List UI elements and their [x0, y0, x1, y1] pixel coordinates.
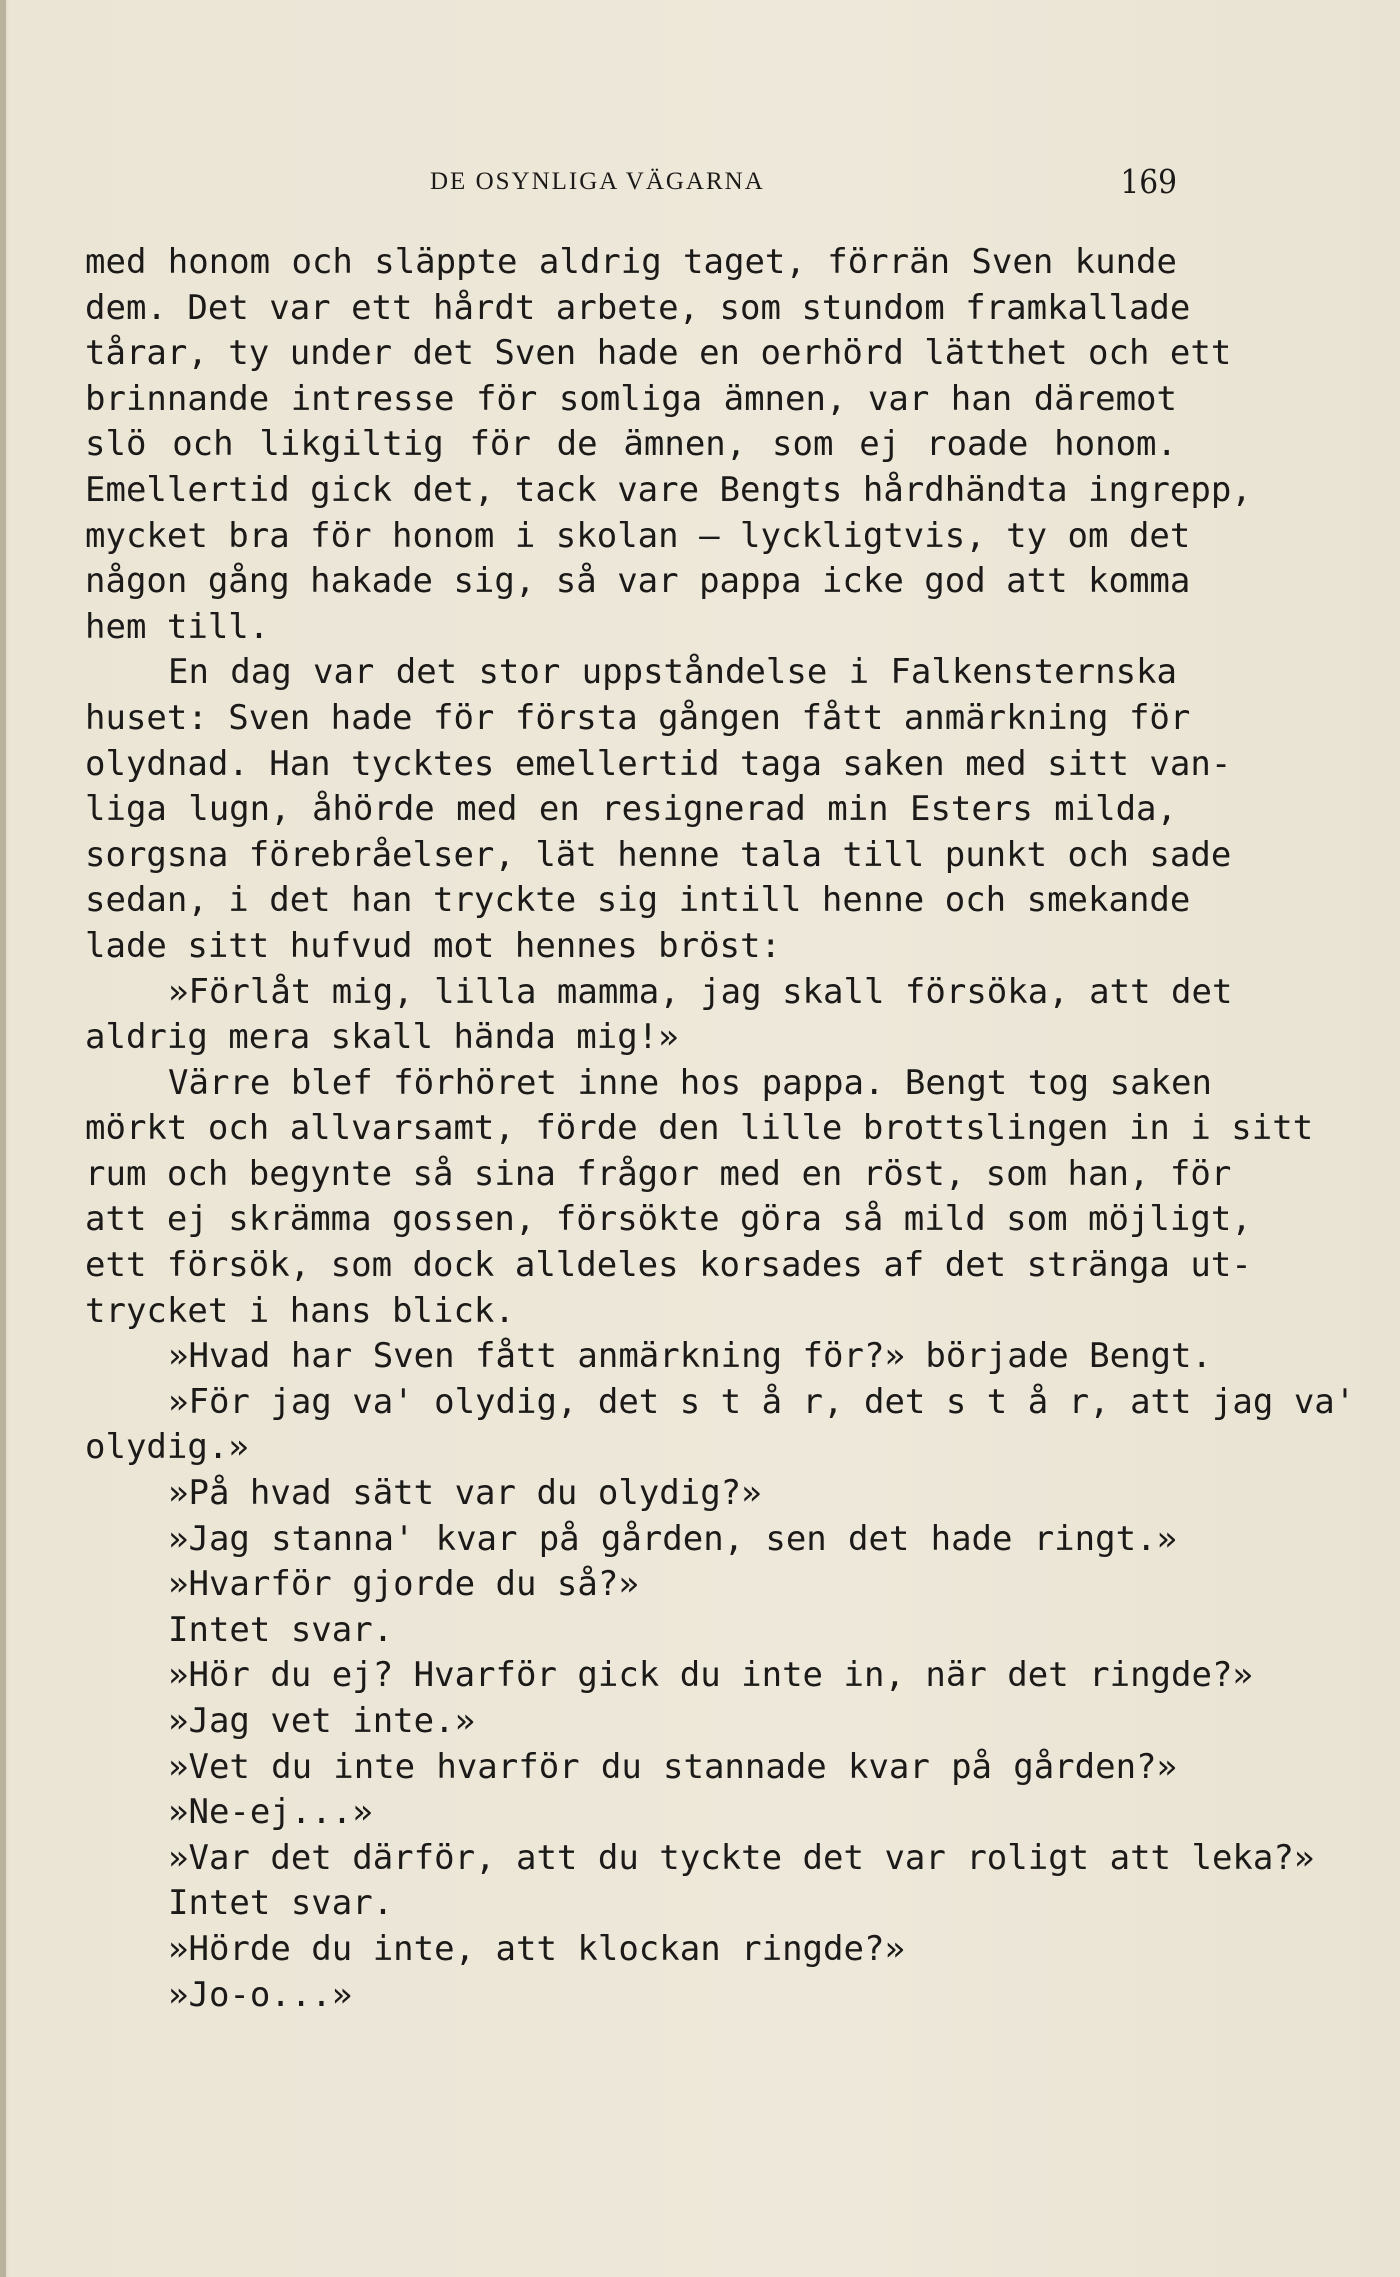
text-line: »För jag va' olydig, det s t å r, det s t å r, att jag va' — [168, 1381, 1356, 1422]
text-line: olydnad. Han tycktes emellertid taga saken med sitt van- — [85, 743, 1232, 784]
body-text — [85, 240, 1356, 2018]
text-line: »Ne-ej...» — [168, 1792, 373, 1833]
text-line: Intet svar. — [168, 1609, 394, 1650]
text-line: »Hörde du inte, att klockan ringde?» — [168, 1928, 905, 1969]
text-line: »På hvad sätt var du olydig?» — [168, 1473, 762, 1514]
text-line: med honom och släppte aldrig taget, förrän Sven kunde — [85, 242, 1177, 282]
text-line: »Hör du ej? Hvarför gick du inte in, när det ringde?» — [168, 1655, 1253, 1696]
text-line: Värre blef förhöret inne hos pappa. Bengt tog saken — [168, 1062, 1212, 1103]
text-line: sedan, i det han tryckte sig intill henne och smekande — [85, 880, 1191, 921]
text-line: slö och likgiltig för de ämnen, som ej roade honom. — [85, 424, 1177, 465]
text-line: En dag var det stor uppståndelse i Falkensternska — [168, 652, 1177, 693]
text-line: »Hvad har Sven fått anmärkning för?» började Bengt. — [168, 1336, 1212, 1377]
text-line: »Förlåt mig, lilla mamma, jag skall försöka, att det — [168, 971, 1233, 1012]
text-line: sorgsna förebråelser, lät henne tala till punkt och sade — [85, 834, 1232, 875]
text-line: »Var det därför, att du tyckte det var roligt att leka?» — [168, 1837, 1315, 1878]
text-line: »Jag vet inte.» — [168, 1701, 476, 1741]
text-line: lade sitt hufvud mot hennes bröst: — [85, 925, 781, 966]
text-line: trycket i hans blick. — [85, 1290, 515, 1331]
text-line: någon gång hakade sig, så var pappa icke god att komma — [85, 561, 1191, 602]
binding-edge — [0, 0, 6, 2277]
text-line: ett försök, som dock alldeles korsades af det stränga ut- — [85, 1245, 1252, 1286]
text-line: Intet svar. — [168, 1883, 394, 1924]
text-line: rum och begynte så sina frågor med en röst, som han, för — [85, 1153, 1232, 1194]
text-line: »Jo-o...» — [168, 1974, 353, 2015]
running-title: DE OSYNLIGA VÄGARNA — [430, 168, 765, 195]
text-line: tårar, ty under det Sven hade en oerhörd lätthet och ett — [85, 333, 1232, 374]
text-line: dem. Det var ett hårdt arbete, som stundom framkallade — [85, 287, 1191, 328]
text-line: olydig.» — [85, 1427, 249, 1468]
text-line: hem till. — [85, 606, 270, 647]
text-line: liga lugn, åhörde med en resignerad min Esters milda, — [85, 789, 1177, 830]
text-line: huset: Sven hade för första gången fått anmärkning för — [85, 697, 1191, 738]
text-line: mycket bra för honom i skolan — lyckligtvis, ty om det — [85, 515, 1191, 556]
text-line: mörkt och allvarsamt, förde den lille brottslingen in i sitt — [85, 1108, 1314, 1149]
page-number: 169 — [1120, 162, 1177, 201]
text-line: »Vet du inte hvarför du stannade kvar på gården?» — [168, 1746, 1177, 1787]
page-header — [85, 160, 1177, 200]
text-line: brinnande intresse för somliga ämnen, var han däremot — [85, 378, 1177, 419]
text-line: »Hvarför gjorde du så?» — [168, 1564, 639, 1605]
text-line: Emellertid gick det, tack vare Bengts hårdhändta ingrepp, — [85, 469, 1252, 510]
text-line: »Jag stanna' kvar på gården, sen det hade ringt.» — [168, 1518, 1177, 1559]
text-line: aldrig mera skall hända mig!» — [85, 1017, 679, 1058]
text-line: att ej skrämma gossen, försökte göra så mild som möjligt, — [85, 1199, 1252, 1240]
